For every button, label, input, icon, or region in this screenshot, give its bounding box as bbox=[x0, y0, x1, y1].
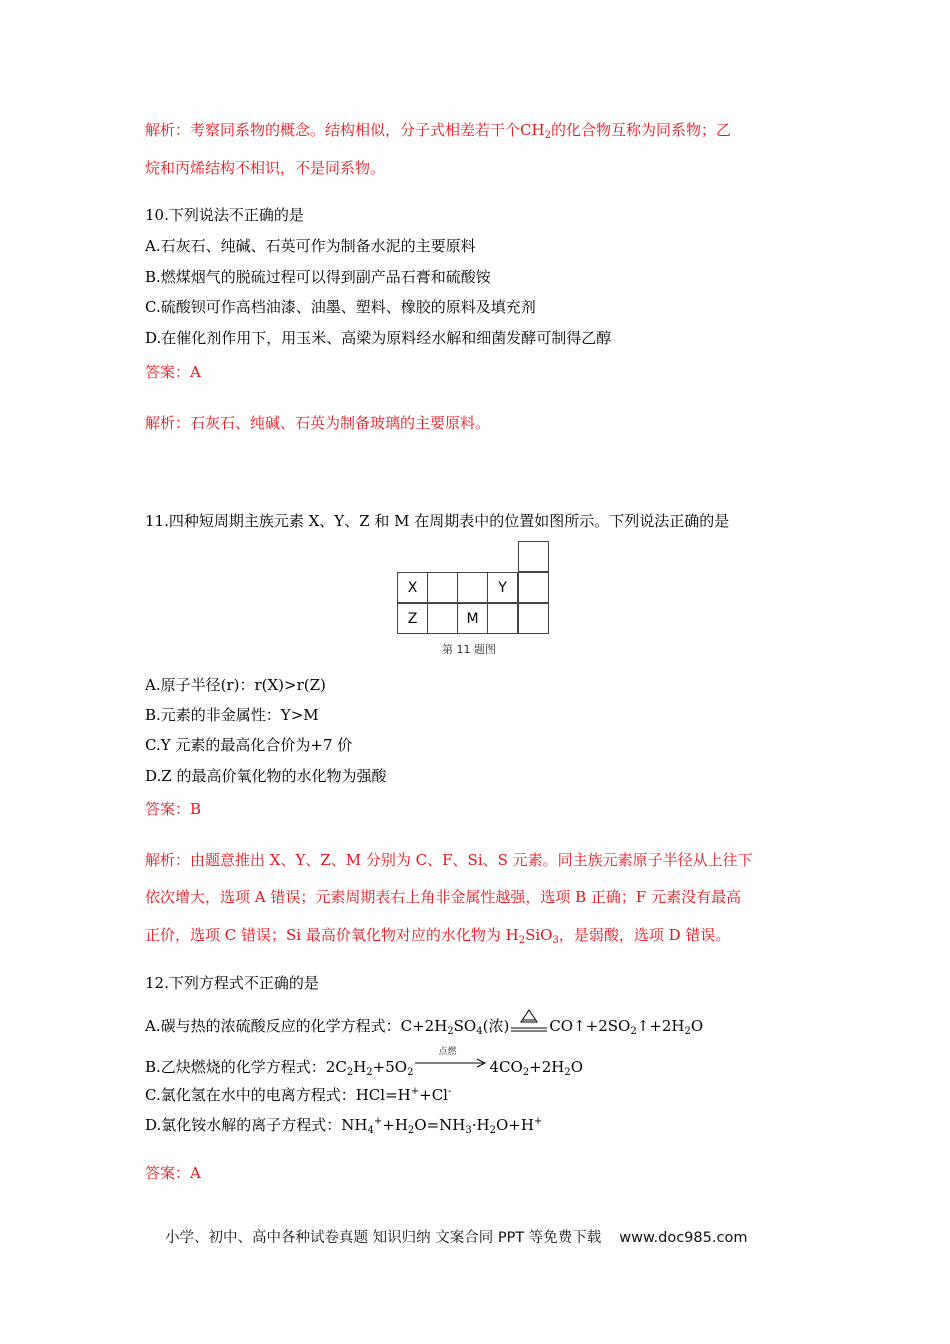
q11-analysis-line1: 解析：由题意推出 X、Y、Z、M 分别为 C、F、Si、S 元素。同主族元素原子半径从上往下 bbox=[145, 851, 753, 869]
footer-text: 小学、初中、高中各种试卷真题 知识归纳 文案合同 PPT 等免费下载 bbox=[165, 1230, 602, 1246]
q10-stem: 10.下列说法不正确的是 bbox=[145, 206, 304, 224]
q10-option-a: A.石灰石、纯碱、石英可作为制备水泥的主要原料 bbox=[145, 237, 476, 255]
heat-triangle-equals-icon bbox=[509, 1014, 549, 1034]
grid-cell bbox=[427, 572, 458, 603]
q11-analysis-line2: 依次增大，选项 A 错误；元素周期表右上角非金属性越强，选项 B 正确；F 元素没有最高 bbox=[145, 888, 742, 906]
q12-option-b: B.乙炔燃烧的化学方程式：$2C_2H_2+5O_2$ 点燃 $4CO_2+2H_2O$ bbox=[145, 1047, 584, 1078]
q10-option-b: B.燃煤烟气的脱硫过程可以得到副产品石膏和硫酸铵 bbox=[145, 268, 491, 286]
grid-cell-z: Z bbox=[397, 603, 428, 634]
grid-cell-m: M bbox=[457, 603, 488, 634]
q10-option-d: D.在催化剂作用下，用玉米、高梁为原料经水解和细菌发酵可制得乙醇 bbox=[145, 329, 612, 347]
q11-option-a: A.原子半径(r)：r(X)>r(Z) bbox=[145, 676, 326, 694]
reaction-arrow-icon: 点燃 bbox=[413, 1054, 489, 1074]
grid-cell bbox=[427, 603, 458, 634]
grid-cell bbox=[457, 572, 488, 603]
q10-answer: 答案：A bbox=[145, 363, 201, 381]
footer-url[interactable]: www.doc985.com bbox=[619, 1230, 748, 1246]
q12-option-c: C.氯化氢在水中的电离方程式：HCl=H++Cl- bbox=[145, 1086, 452, 1104]
grid-cell bbox=[518, 603, 549, 634]
q11-option-b: B.元素的非金属性：Y>M bbox=[145, 706, 319, 724]
grid-cell bbox=[487, 603, 518, 634]
q12-stem: 12.下列方程式不正确的是 bbox=[145, 974, 319, 992]
figure-caption: 第 11 题图 bbox=[442, 643, 496, 656]
q9-analysis-line2: 烷和丙烯结构不相识，不是同系物。 bbox=[145, 159, 386, 177]
grid-cell-x: X bbox=[397, 572, 428, 603]
footer bbox=[165, 1226, 747, 1247]
q11-answer: 答案：B bbox=[145, 800, 202, 818]
q12-option-a: A.碳与热的浓硫酸反应的化学方程式：$C+2H_2SO_4$(浓) $CO↑+2SO_2↑+2H_2O$ bbox=[145, 1014, 703, 1036]
q12-answer: 答案：A bbox=[145, 1164, 201, 1182]
q11-option-c: C.Y 元素的最高化合价为+7 价 bbox=[145, 736, 353, 754]
q11-stem: 11.四种短周期主族元素 X、Y、Z 和 M 在周期表中的位置如图所示。下列说法正确的是 bbox=[145, 512, 730, 530]
q11-analysis-line3: 正价，选项 C 错误；Si 最高价氧化物对应的水化物为 $H_2SiO_3$，是弱酸，选项 D 错误。 bbox=[145, 926, 731, 946]
grid-cell bbox=[518, 572, 549, 603]
q10-option-c: C.硫酸钡可作高档油漆、油墨、塑料、橡胶的原料及填充剂 bbox=[145, 298, 536, 316]
q10-analysis: 解析：石灰石、纯碱、石英为制备玻璃的主要原料。 bbox=[145, 414, 491, 432]
q12-option-d: D.氯化铵水解的离子方程式：$NH_4^++H_2O=NH_3\cdot H_2O+H^+$ bbox=[145, 1116, 543, 1136]
q11-option-d: D.Z 的最高价氧化物的水化物为强酸 bbox=[145, 767, 387, 785]
q9-analysis-line1: 解析：考察同系物的概念。结构相似，分子式相差若干个$CH_2$的化合物互称为同系物；乙 bbox=[145, 121, 731, 141]
grid-cell-top-right bbox=[518, 541, 549, 572]
grid-cell-y: Y bbox=[487, 572, 518, 603]
